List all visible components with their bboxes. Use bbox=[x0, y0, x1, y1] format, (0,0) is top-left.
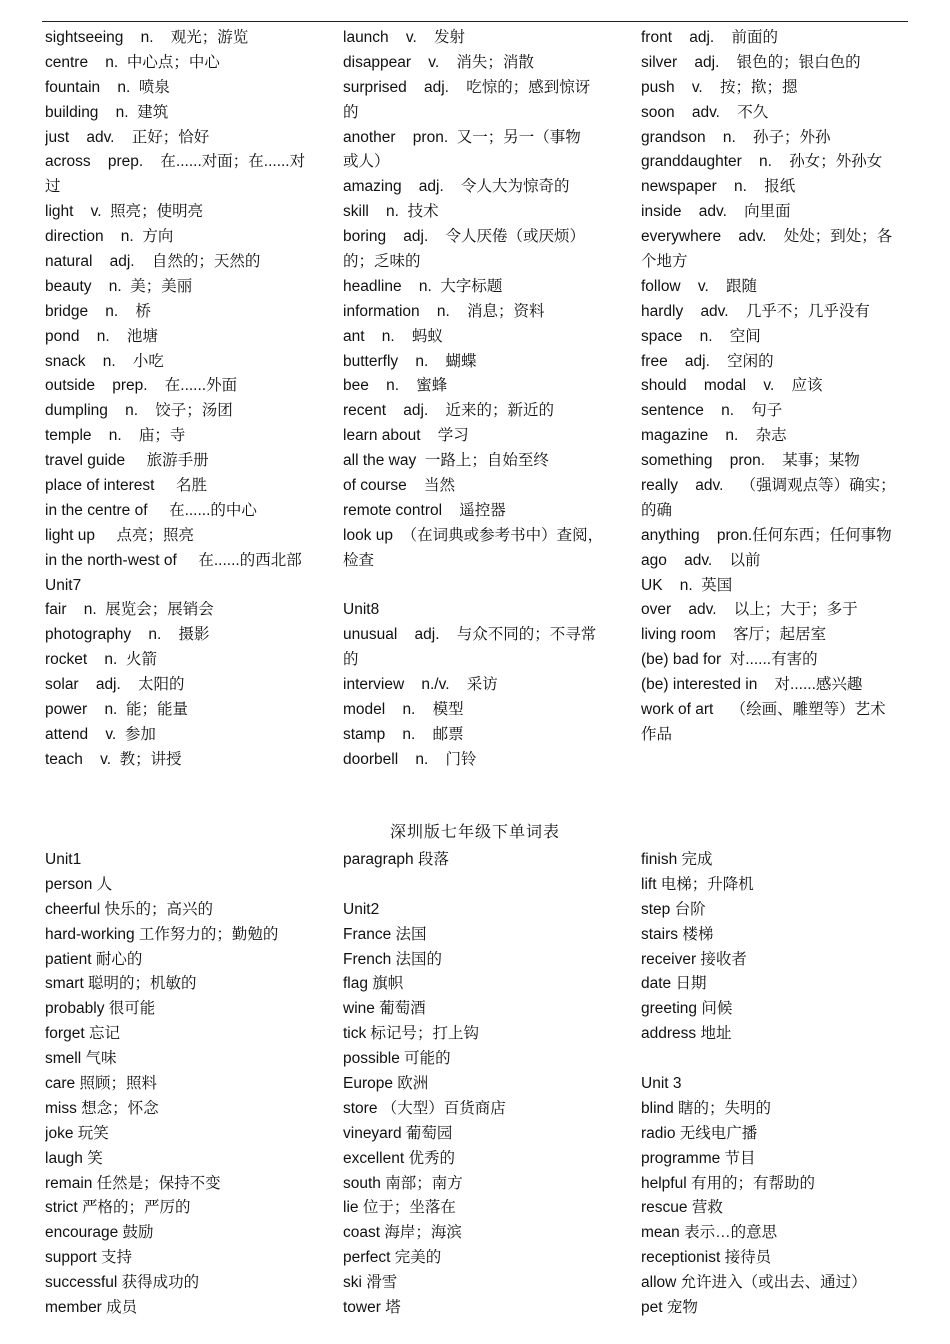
vocab-line: receiver 接收者 bbox=[641, 950, 747, 968]
vocab-line: bee n. 蜜蜂 bbox=[343, 377, 448, 395]
vocab-line: successful 获得成功的 bbox=[45, 1274, 200, 1292]
vocab-line: radio 无线电广播 bbox=[641, 1124, 758, 1142]
vocab-line: information n. 消息；资料 bbox=[343, 302, 545, 320]
vocab-line: greeting 问候 bbox=[641, 1000, 733, 1018]
vocab-line: learn about 学习 bbox=[343, 427, 469, 445]
vocab-line: recent adj. 近来的；新近的 bbox=[343, 402, 555, 420]
vocab-line: unusual adj. 与众不同的；不寻常 bbox=[343, 626, 597, 644]
vocab-line: Europe 欧洲 bbox=[343, 1075, 429, 1093]
vocab-line: perfect 完美的 bbox=[343, 1249, 442, 1267]
vocab-line: step 台阶 bbox=[641, 900, 706, 918]
vocab-line: lie 位于；坐落在 bbox=[343, 1199, 456, 1217]
vocab-line: rescue 营救 bbox=[641, 1199, 723, 1217]
vocab-line: 的 bbox=[343, 103, 359, 121]
vocab-line: stamp n. 邮票 bbox=[343, 725, 464, 743]
vocab-line: amazing adj. 令人大为惊奇的 bbox=[343, 178, 570, 196]
vocab-line: light v. 照亮；使明亮 bbox=[45, 203, 204, 221]
blank-line bbox=[343, 873, 641, 898]
vocab-line: doorbell n. 门铃 bbox=[343, 750, 477, 768]
vocab-line: of course 当然 bbox=[343, 477, 455, 495]
vocab-line: south 南部；南方 bbox=[343, 1174, 463, 1192]
vocab-line: paragraph 段落 bbox=[343, 851, 449, 868]
vocab-line: 或人） bbox=[343, 153, 390, 171]
vocab-line: Unit8 bbox=[343, 601, 380, 619]
vocab-line: 的；乏味的 bbox=[343, 253, 421, 271]
vocab-line: place of interest 名胜 bbox=[45, 477, 207, 495]
vocab-line: butterfly n. 蝴蝶 bbox=[343, 352, 477, 370]
blank-line bbox=[641, 1047, 910, 1072]
vocab-line: joke 玩笑 bbox=[45, 1124, 109, 1142]
vocab-line: outside prep. 在......外面 bbox=[45, 377, 238, 395]
vocab-line: sightseeing n. 观光；游览 bbox=[45, 29, 249, 46]
vocab-line: living room 客厅；起居室 bbox=[641, 626, 827, 644]
vocab-line: strict 严格的；严厉的 bbox=[45, 1199, 191, 1217]
vocab-line: interview n./v. 采访 bbox=[343, 676, 498, 694]
vocab-line: sentence n. 句子 bbox=[641, 402, 783, 420]
vocab-line: flag 旗帜 bbox=[343, 975, 404, 993]
vocab-line: smell 气味 bbox=[45, 1050, 117, 1068]
vocab-line: member 成员 bbox=[45, 1299, 138, 1317]
vocab-line: front adj. 前面的 bbox=[641, 29, 778, 46]
vocab-line: tower 塔 bbox=[343, 1299, 401, 1317]
vocab-line: UK n. 英国 bbox=[641, 576, 733, 594]
vocab-line: work of art （绘画、雕塑等）艺术 bbox=[641, 701, 886, 719]
vocab-line: date 日期 bbox=[641, 975, 707, 993]
vocab-line: photography n. 摄影 bbox=[45, 626, 210, 644]
vocab-line: store （大型）百货商店 bbox=[343, 1099, 506, 1117]
vocab-line: space n. 空间 bbox=[641, 327, 761, 345]
vocab-line: wine 葡萄酒 bbox=[343, 1000, 426, 1018]
vocab-line: Unit 3 bbox=[641, 1075, 682, 1093]
vocab-line: ski 滑雪 bbox=[343, 1274, 398, 1292]
vocab-line: coast 海岸；海滨 bbox=[343, 1224, 462, 1242]
vocab-line: hard-working 工作努力的；勤勉的 bbox=[45, 925, 279, 943]
vocab-line: programme 节目 bbox=[641, 1149, 756, 1167]
vocab-line: boring adj. 令人厌倦（或厌烦） bbox=[343, 228, 586, 246]
vocab-line: light up 点亮；照亮 bbox=[45, 526, 195, 544]
vocab-line: newspaper n. 报纸 bbox=[641, 178, 796, 196]
vocab-line: vineyard 葡萄园 bbox=[343, 1124, 453, 1142]
vocab-line: fountain n. 喷泉 bbox=[45, 78, 170, 96]
vocab-line: finish 完成 bbox=[641, 851, 713, 868]
vocab-column-2 bbox=[343, 26, 641, 773]
vocab-section-1 bbox=[45, 26, 910, 773]
vocab-line: allow 允许进入（或出去、通过） bbox=[641, 1274, 867, 1292]
vocab-line: miss 想念；怀念 bbox=[45, 1099, 159, 1117]
vocab-column-1 bbox=[45, 26, 343, 773]
vocab-line: remote control 遥控器 bbox=[343, 501, 506, 519]
vocab-line: ant n. 蚂蚁 bbox=[343, 327, 443, 345]
vocab-line: blind 瞎的；失明的 bbox=[641, 1099, 772, 1117]
vocab-line: French 法国的 bbox=[343, 950, 443, 968]
vocab-line: inside adv. 向里面 bbox=[641, 203, 791, 221]
vocab-line: pond n. 池塘 bbox=[45, 327, 158, 345]
vocab-line: silver adj. 银色的；银白色的 bbox=[641, 53, 861, 71]
vocab-line: really adv. （强调观点等）确实； bbox=[641, 477, 896, 495]
vocab-line: in the centre of 在......的中心 bbox=[45, 501, 257, 519]
vocab-line: granddaughter n. 孙女；外孙女 bbox=[641, 153, 883, 171]
vocab-line: forget 忘记 bbox=[45, 1025, 120, 1043]
vocab-line: 过 bbox=[45, 178, 61, 196]
vocab-line: tick 标记号；打上钩 bbox=[343, 1025, 480, 1043]
vocab-line: temple n. 庙；寺 bbox=[45, 427, 186, 445]
vocab-line: power n. 能；能量 bbox=[45, 701, 188, 719]
vocab-column-3 bbox=[641, 26, 910, 773]
vocab-line: 作品 bbox=[641, 725, 673, 743]
vocab-line: receptionist 接待员 bbox=[641, 1249, 772, 1267]
vocab-line: possible 可能的 bbox=[343, 1050, 451, 1068]
vocab-line: headline n. 大字标题 bbox=[343, 277, 503, 295]
vocab-column-2 bbox=[343, 848, 641, 1321]
vocab-line: France 法国 bbox=[343, 925, 427, 943]
vocab-line: Unit7 bbox=[45, 576, 82, 594]
vocab-line: magazine n. 杂志 bbox=[641, 427, 787, 445]
blank-line bbox=[343, 574, 641, 599]
vocab-line: hardly adv. 几乎不；几乎没有 bbox=[641, 302, 870, 320]
vocab-line: soon adv. 不久 bbox=[641, 103, 769, 121]
vocab-line: surprised adj. 吃惊的；感到惊讶 bbox=[343, 78, 591, 96]
vocab-line: snack n. 小吃 bbox=[45, 352, 164, 370]
vocab-line: over adv. 以上；大于；多于 bbox=[641, 601, 858, 619]
vocab-line: anything pron.任何东西；任何事物 bbox=[641, 526, 892, 544]
vocab-line: lift 电梯；升降机 bbox=[641, 875, 754, 893]
vocab-line: free adj. 空闲的 bbox=[641, 352, 774, 370]
vocab-line: care 照顾；照料 bbox=[45, 1075, 157, 1093]
vocab-line: Unit2 bbox=[343, 900, 380, 918]
vocab-line: building n. 建筑 bbox=[45, 103, 169, 121]
vocab-line: (be) interested in 对......感兴趣 bbox=[641, 676, 863, 694]
vocab-line: pet 宠物 bbox=[641, 1299, 698, 1317]
vocab-line: encourage 鼓励 bbox=[45, 1224, 154, 1242]
vocab-line: mean 表示…的意思 bbox=[641, 1224, 778, 1242]
page-title: 深圳版七年级下单词表 bbox=[389, 822, 560, 841]
vocab-line: attend v. 参加 bbox=[45, 725, 156, 743]
vocab-line: everywhere adv. 处处；到处；各 bbox=[641, 228, 893, 246]
vocab-line: support 支持 bbox=[45, 1249, 133, 1267]
vocab-line: remain 任然是；保持不变 bbox=[45, 1174, 221, 1192]
vocab-line: across prep. 在......对面；在......对 bbox=[45, 153, 306, 171]
vocab-line: smart 聪明的；机敏的 bbox=[45, 975, 197, 993]
vocab-line: in the north-west of 在......的西北部 bbox=[45, 551, 302, 569]
vocab-line: rocket n. 火箭 bbox=[45, 651, 157, 669]
vocab-line: probably 很可能 bbox=[45, 1000, 156, 1018]
vocab-line: another pron. 又一；另一（事物 bbox=[343, 128, 581, 146]
vocab-line: 的确 bbox=[641, 501, 673, 519]
vocab-line: fair n. 展览会；展销会 bbox=[45, 601, 214, 619]
vocab-line: grandson n. 孙子；外孙 bbox=[641, 128, 831, 146]
vocab-line: skill n. 技术 bbox=[343, 203, 439, 221]
vocab-line: helpful 有用的；有帮助的 bbox=[641, 1174, 815, 1192]
vocab-line: natural adj. 自然的；天然的 bbox=[45, 253, 261, 271]
vocab-line: direction n. 方向 bbox=[45, 228, 174, 246]
vocab-line: look up （在词典或参考书中）查阅， bbox=[343, 526, 604, 544]
vocab-line: something pron. 某事；某物 bbox=[641, 452, 860, 470]
vocab-line: travel guide 旅游手册 bbox=[45, 452, 209, 470]
vocab-line: beauty n. 美；美丽 bbox=[45, 277, 193, 295]
vocab-line: just adv. 正好；恰好 bbox=[45, 128, 210, 146]
vocab-line: 的 bbox=[343, 651, 359, 669]
vocab-line: stairs 楼梯 bbox=[641, 925, 714, 943]
vocab-line: all the way 一路上；自始至终 bbox=[343, 452, 549, 470]
vocab-line: follow v. 跟随 bbox=[641, 277, 757, 295]
vocab-column-1 bbox=[45, 848, 343, 1321]
top-rule bbox=[42, 21, 908, 22]
vocab-line: ago adv. 以前 bbox=[641, 551, 761, 569]
vocab-line: 检查 bbox=[343, 551, 375, 569]
vocab-line: dumpling n. 饺子；汤团 bbox=[45, 402, 233, 420]
vocab-line: 个地方 bbox=[641, 253, 688, 271]
vocab-line: should modal v. 应该 bbox=[641, 377, 823, 395]
vocab-line: laugh 笑 bbox=[45, 1149, 103, 1167]
vocab-line: model n. 模型 bbox=[343, 701, 464, 719]
vocab-line: disappear v. 消失；消散 bbox=[343, 53, 534, 71]
vocab-line: excellent 优秀的 bbox=[343, 1149, 455, 1167]
vocab-line: Unit1 bbox=[45, 851, 82, 868]
vocab-line: (be) bad for 对......有害的 bbox=[641, 651, 818, 669]
vocab-line: bridge n. 桥 bbox=[45, 302, 151, 320]
vocab-line: patient 耐心的 bbox=[45, 950, 143, 968]
vocab-line: launch v. 发射 bbox=[343, 29, 466, 46]
vocab-line: centre n. 中心点；中心 bbox=[45, 53, 220, 71]
vocab-section-2 bbox=[45, 848, 910, 1321]
vocab-line: address 地址 bbox=[641, 1025, 732, 1043]
vocab-column-3 bbox=[641, 848, 910, 1321]
vocab-line: person 人 bbox=[45, 875, 113, 893]
vocab-line: solar adj. 太阳的 bbox=[45, 676, 185, 694]
vocab-line: cheerful 快乐的；高兴的 bbox=[45, 900, 213, 918]
vocab-line: push v. 按；揿；摁 bbox=[641, 78, 798, 96]
vocab-line: teach v. 教；讲授 bbox=[45, 750, 182, 768]
